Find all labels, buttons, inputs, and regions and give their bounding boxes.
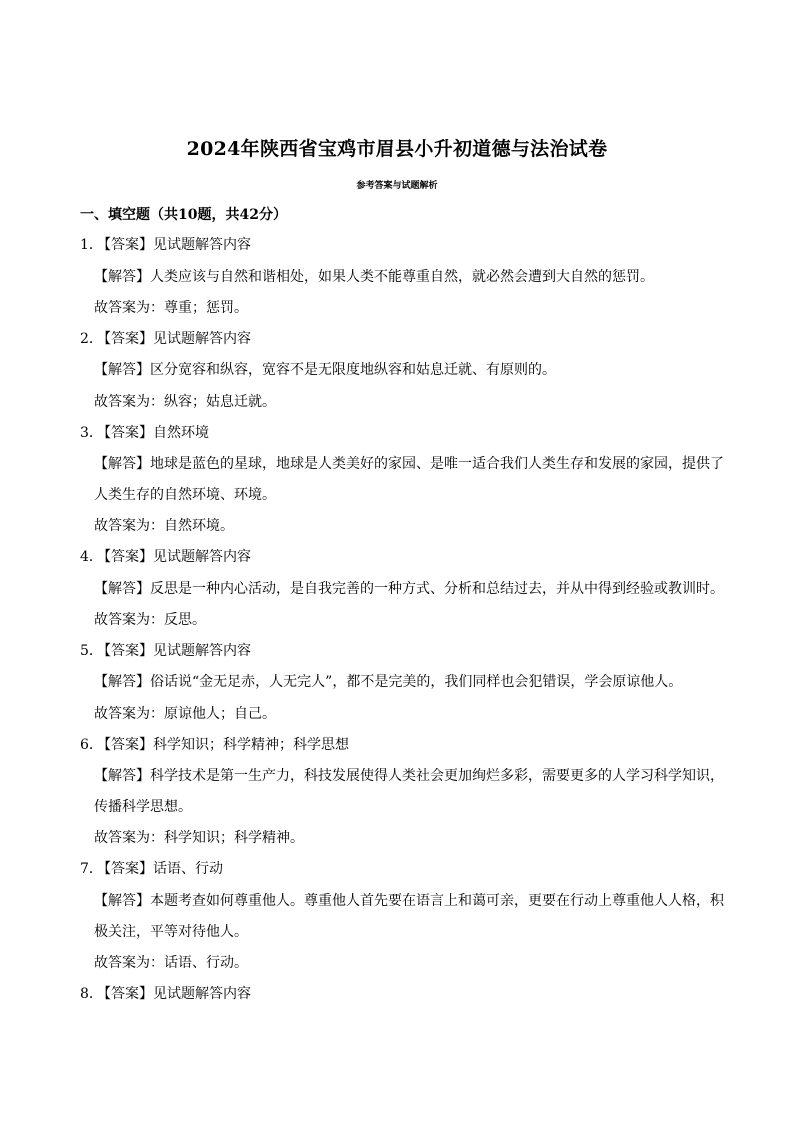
answer-tag: 【答案】 bbox=[97, 737, 153, 753]
item-4-analysis bbox=[94, 580, 724, 598]
item-3-answer bbox=[97, 424, 209, 442]
answer-text: 见试题解答内容 bbox=[153, 986, 251, 1002]
item-2-analysis bbox=[94, 361, 556, 379]
item-7-final-answer: 故答案为：话语、行动。 bbox=[94, 955, 248, 971]
item-1-answer bbox=[97, 236, 251, 254]
answer-text: 见试题解答内容 bbox=[153, 331, 251, 347]
answer-text: 话语、行动 bbox=[153, 861, 223, 877]
analysis-tag: 【解答】 bbox=[94, 362, 150, 378]
answer-text: 见试题解答内容 bbox=[153, 643, 251, 659]
analysis-tag: 【解答】 bbox=[94, 893, 150, 909]
item-2-number: 2． bbox=[80, 331, 103, 347]
item-2-answer bbox=[97, 330, 251, 348]
analysis-text: 人类应该与自然和谐相处，如果人类不能尊重自然，就必然会遭到大自然的惩罚。 bbox=[150, 269, 654, 285]
item-3-analysis bbox=[94, 455, 724, 473]
analysis-tag: 【解答】 bbox=[94, 581, 150, 597]
answer-tag: 【答案】 bbox=[97, 861, 153, 877]
analysis-text: 科学技术是第一生产力，科技发展使得人类社会更加绚烂多彩，需要更多的人学习科学知识， bbox=[150, 768, 724, 784]
analysis-text: 本题考查如何尊重他人。尊重他人首先要在语言上和蔼可亲，更要在行动上尊重他人人格，积 bbox=[150, 893, 724, 909]
item-4-final-answer: 故答案为：反思。 bbox=[94, 612, 206, 628]
item-3-analysis-cont: 人类生存的自然环境、环境。 bbox=[94, 487, 276, 503]
item-6-final-answer: 故答案为：科学知识；科学精神。 bbox=[94, 830, 304, 846]
answer-tag: 【答案】 bbox=[97, 425, 153, 441]
item-4-answer bbox=[97, 548, 251, 566]
item-6-number: 6． bbox=[80, 737, 103, 753]
item-6-analysis-cont: 传播科学思想。 bbox=[94, 799, 192, 815]
analysis-tag: 【解答】 bbox=[94, 456, 150, 472]
item-5-number: 5． bbox=[80, 643, 103, 659]
item-5-answer bbox=[97, 642, 251, 660]
item-1-final-answer: 故答案为：尊重；惩罚。 bbox=[94, 300, 248, 316]
item-7-number: 7． bbox=[80, 861, 103, 877]
page-subtitle: 参考答案与试题解析 bbox=[356, 181, 438, 191]
item-1-analysis bbox=[94, 268, 654, 286]
analysis-tag: 【解答】 bbox=[94, 269, 150, 285]
answer-text: 见试题解答内容 bbox=[153, 549, 251, 565]
item-5-final-answer: 故答案为：原谅他人；自己。 bbox=[94, 706, 276, 722]
item-5-analysis bbox=[94, 673, 682, 691]
item-2-final-answer: 故答案为：纵容；姑息迁就。 bbox=[94, 394, 276, 410]
item-7-analysis bbox=[94, 892, 724, 910]
page-title: 2024年陕西省宝鸡市眉县小升初道德与法治试卷 bbox=[186, 138, 608, 160]
answer-text: 自然环境 bbox=[153, 425, 209, 441]
item-1-number: 1． bbox=[80, 237, 103, 253]
section-heading: 一、填空题（共10题，共42分） bbox=[80, 207, 287, 223]
item-6-analysis bbox=[94, 767, 724, 785]
answer-tag: 【答案】 bbox=[97, 331, 153, 347]
item-4-number: 4． bbox=[80, 549, 103, 565]
item-3-final-answer: 故答案为：自然环境。 bbox=[94, 518, 234, 534]
answer-text: 科学知识；科学精神；科学思想 bbox=[153, 737, 349, 753]
analysis-text: 反思是一种内心活动，是自我完善的一种方式、分析和总结过去，并从中得到经验或教训时。 bbox=[150, 581, 724, 597]
item-8-answer bbox=[97, 985, 251, 1003]
analysis-tag: 【解答】 bbox=[94, 674, 150, 690]
analysis-text: 地球是蓝色的星球，地球是人类美好的家园、是唯一适合我们人类生存和发展的家园，提供了 bbox=[150, 456, 724, 472]
answer-text: 见试题解答内容 bbox=[153, 237, 251, 253]
answer-tag: 【答案】 bbox=[97, 986, 153, 1002]
analysis-tag: 【解答】 bbox=[94, 768, 150, 784]
item-3-number: 3． bbox=[80, 425, 103, 441]
item-8-number: 8． bbox=[80, 986, 103, 1002]
item-6-answer bbox=[97, 736, 349, 754]
answer-tag: 【答案】 bbox=[97, 237, 153, 253]
item-7-answer bbox=[97, 860, 223, 878]
answer-tag: 【答案】 bbox=[97, 643, 153, 659]
analysis-text: 区分宽容和纵容，宽容不是无限度地纵容和姑息迁就、有原则的。 bbox=[150, 362, 556, 378]
answer-tag: 【答案】 bbox=[97, 549, 153, 565]
item-7-analysis-cont: 极关注，平等对待他人。 bbox=[94, 924, 248, 940]
analysis-text: 俗话说“金无足赤，人无完人”，都不是完美的，我们同样也会犯错误，学会原谅他人。 bbox=[150, 674, 683, 690]
